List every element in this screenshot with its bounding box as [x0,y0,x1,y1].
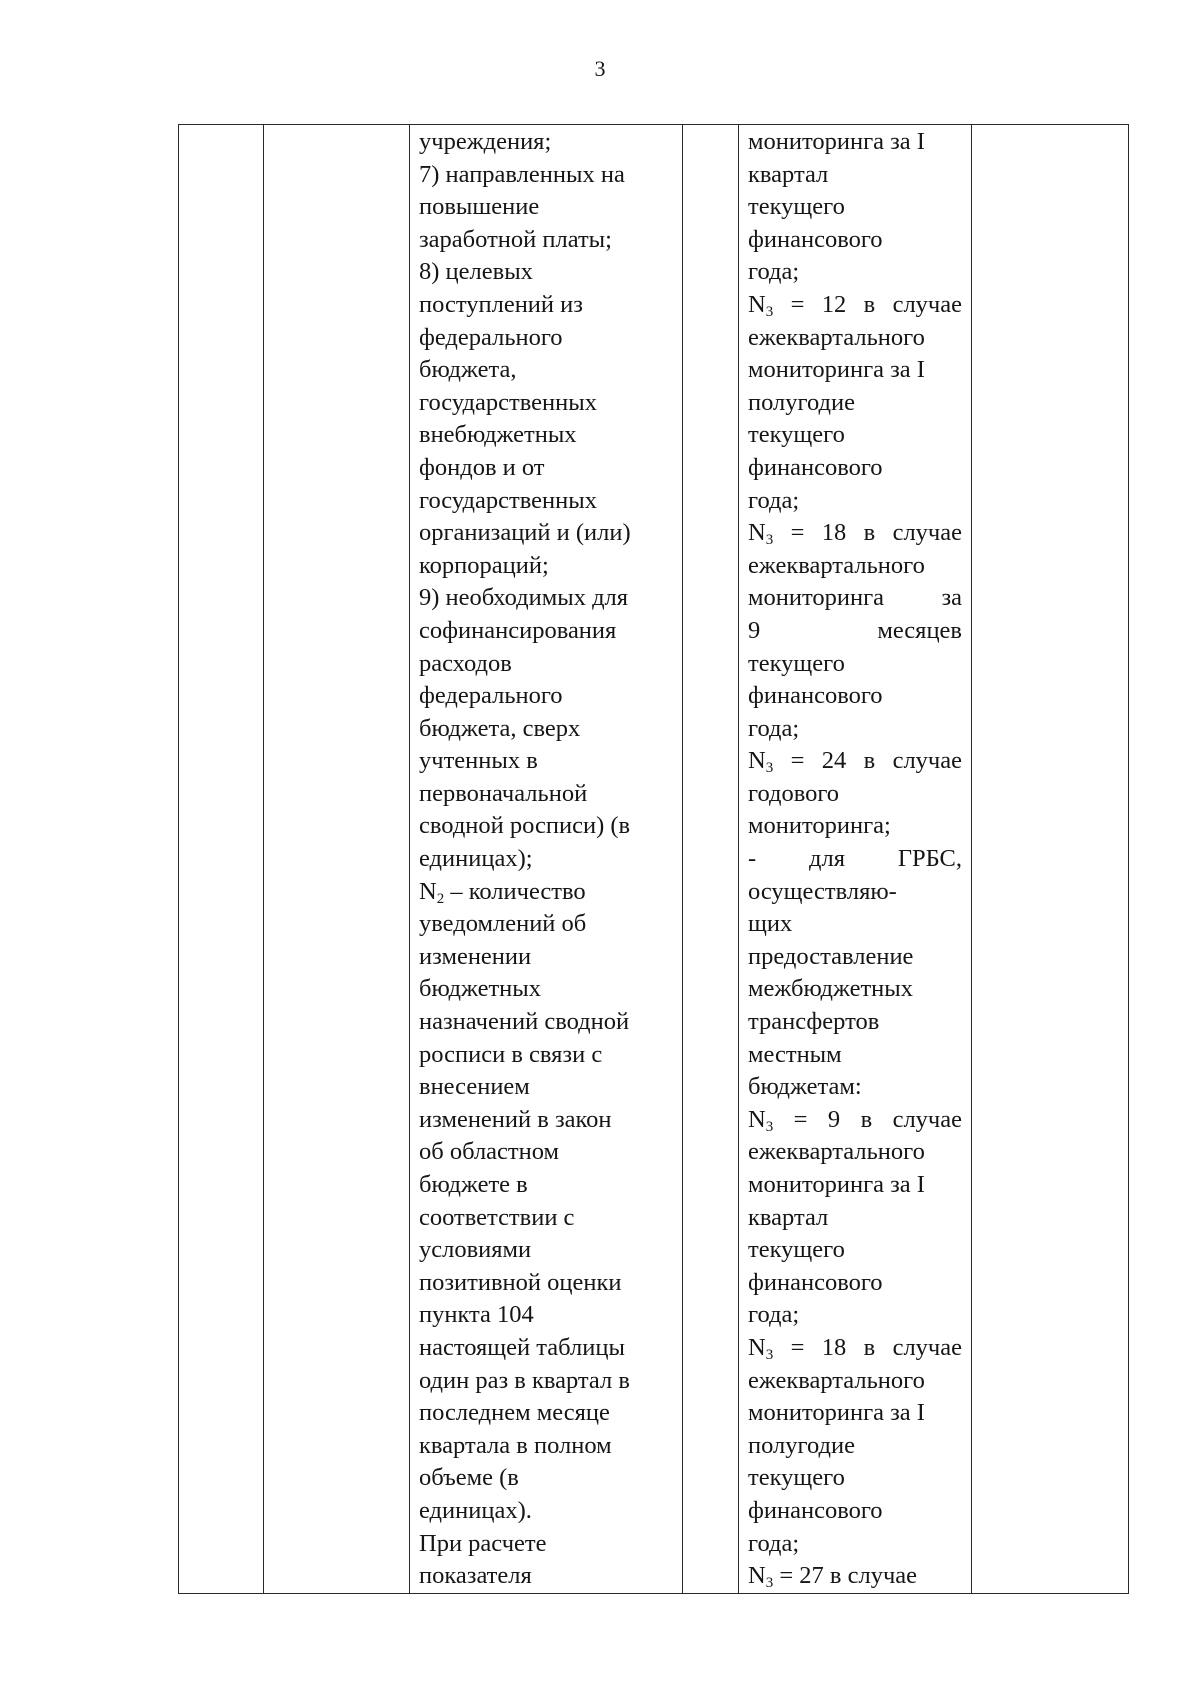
text-line: года; [748,1301,800,1329]
text-line: финансового [748,1496,883,1524]
text-line: предоставление [748,942,914,970]
text-line: об областном [419,1138,560,1166]
text-line: ежеквартального [748,551,925,579]
text-line: федерального [419,323,563,351]
text-line: бюджете в [419,1171,528,1198]
text-line: бюджетных [419,975,541,1003]
text-line: года; [748,1529,800,1557]
text-line: текущего [748,421,845,449]
text-line: мониторинга за I [748,1171,925,1198]
table-row [179,125,1129,1594]
text-line: $N_3 = 18$ в случае [748,519,962,549]
text-line: $N_3 = 9$ в случае [748,1105,962,1135]
text-line: бюджета, [419,356,517,384]
description-text [410,125,682,1593]
text-line: последнем месяце [419,1399,610,1427]
text-line: расходов [419,649,512,677]
text-line: трансфертов [748,1008,880,1036]
text-line: $N_3 = 24$ в случае [748,747,962,777]
text-line: квартала в полном [419,1431,612,1459]
text-line: первоначальной [419,779,588,807]
text-line: года; [748,258,800,286]
text-line: ежеквартального [748,1366,925,1394]
text-line: $N_3 = 18$ в случае [748,1333,962,1363]
text-line: квартал [748,1203,829,1231]
text-line: финансового [748,682,883,710]
text-line: года; [748,486,800,514]
text-line: государственных [419,486,597,514]
text-line: мониторинга; [748,812,891,840]
text-line: текущего [748,1236,845,1264]
text-line: $N_3 = 27$ в случае [748,1562,918,1592]
text-line: изменении [419,942,532,970]
threshold-text [739,125,971,1593]
text-line: поступлений из [419,290,583,318]
text-line: 9) необходимых для [419,584,629,612]
table-cell-empty-1 [179,125,264,1594]
text-line: $N_3 = 12$ в случае [748,290,962,320]
text-line: бюджетам: [748,1073,862,1101]
text-line: мониторинга за [748,584,962,612]
text-line: ежеквартального [748,1138,925,1166]
text-line: назначений сводной [419,1008,630,1036]
text-line: 7) направленных на [419,160,625,188]
text-line: финансового [748,453,883,481]
text-line: мониторинга за I [748,356,925,384]
text-line: повышение [419,193,540,221]
text-line: финансового [748,1268,883,1296]
text-line: единицах). [419,1496,532,1524]
text-line: заработной платы; [419,225,612,253]
text-line: федерального [419,682,563,710]
table-cell-empty-2 [264,125,410,1594]
text-line: корпораций; [419,551,549,579]
text-line: $N_2$ – количество [419,877,586,907]
text-line: - для ГРБС, [748,845,962,873]
text-line: соответствии с [419,1203,575,1231]
text-line: сводной росписи) (в [419,812,631,840]
text-line: фондов и от [419,453,545,481]
text-line: осуществляю- [748,877,897,905]
text-line: щих [748,910,793,938]
text-line: пункта 104 [419,1301,534,1329]
text-line: показателя [419,1562,532,1590]
text-line: объеме (в [419,1464,519,1492]
text-line: года; [748,714,800,742]
text-line: настоящей таблицы [419,1333,625,1361]
text-line: учтенных в [419,747,538,775]
text-line: условиями [419,1236,532,1264]
text-line: полугодие [748,1431,855,1459]
page-number: 3 [594,56,606,81]
text-line: росписи в связи с [419,1040,603,1068]
text-line: текущего [748,1464,845,1492]
text-line: текущего [748,649,845,677]
text-line: 8) целевых [419,258,533,286]
text-line: изменений в закон [419,1105,612,1133]
text-line: внесением [419,1073,530,1101]
text-line: годового [748,779,840,807]
text-line: финансового [748,225,883,253]
text-line: государственных [419,388,597,416]
table-cell-empty-6 [972,125,1129,1594]
text-line: учреждения; [419,128,552,155]
text-line: позитивной оценки [419,1268,622,1296]
text-line: организаций и (или) [419,519,631,547]
text-line: бюджета, сверх [419,714,581,742]
text-line: текущего [748,193,845,221]
text-line: ежеквартального [748,323,925,351]
text-line: мониторинга за I [748,128,925,155]
text-line: межбюджетных [748,975,913,1003]
indicator-table [178,124,1129,1594]
text-line: квартал [748,160,829,188]
text-line: один раз в квартал в [419,1366,630,1394]
text-line: уведомлений об [419,910,587,938]
text-line: софинансирования [419,616,617,644]
text-line: местным [748,1040,842,1068]
text-line: мониторинга за I [748,1399,925,1427]
text-line: При расчете [419,1529,547,1557]
text-line: полугодие [748,388,855,416]
table-cell-empty-4 [683,125,739,1594]
table-cell-description [410,125,683,1594]
text-line: единицах); [419,845,533,873]
table-cell-threshold [739,125,972,1594]
text-line: внебюджетных [419,421,577,449]
text-line: 9 месяцев [748,616,962,644]
